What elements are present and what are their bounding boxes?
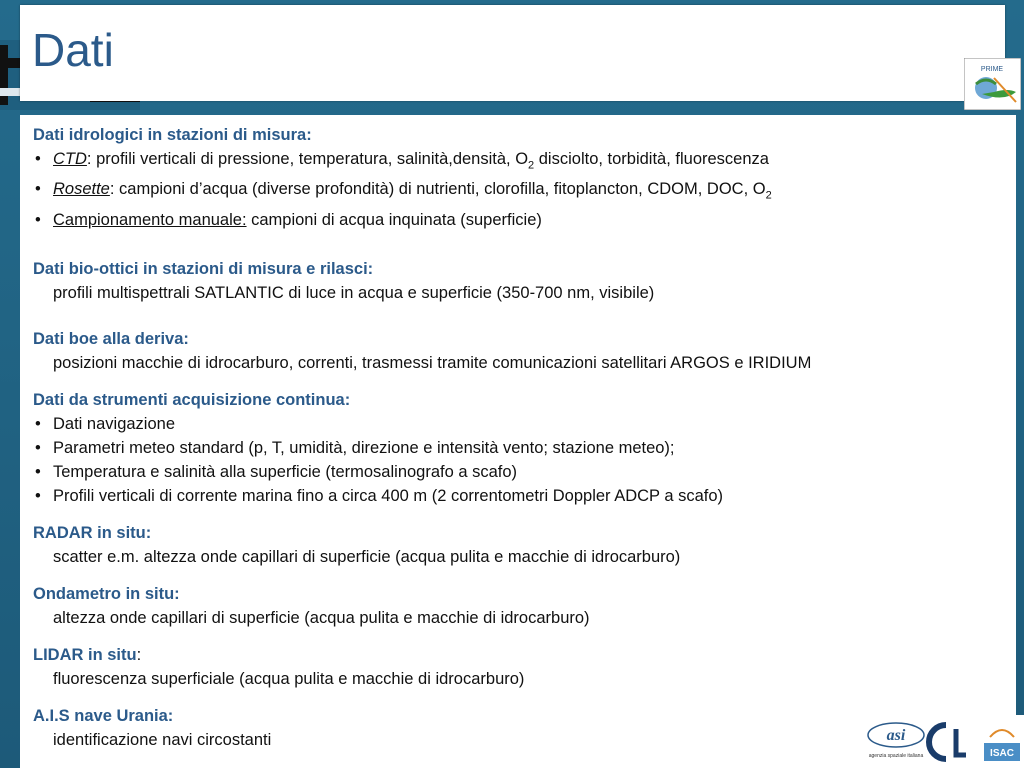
ctd-sub: 2 [528,159,535,172]
heading-ondametro: Ondametro in situ: [33,584,180,603]
list-item-rosette [33,177,1008,207]
svg-text:asi: asi [886,727,906,744]
heading-idrologici: Dati idrologici in stazioni di misura: [33,126,312,144]
section-radar [33,521,1008,569]
svg-text:PRIME: PRIME [980,66,1004,73]
section-boe [33,327,1008,375]
title-box [20,5,1005,101]
heading-radar: RADAR in situ: [33,523,152,542]
ondametro-text: altezza onde capillari di superficie (acqua pulita e macchie di idrocarburo) [53,608,590,627]
section-ondametro [33,582,1008,630]
list-item: • Dati navigazione [33,412,1008,436]
boe-text: posizioni macchie di idrocarburo, correnti, trasmessi tramite comunicazioni satellitari ARGOS e IRIDIUM [53,353,812,372]
manuale-text: campioni di acqua inquinata (superficie) [246,210,542,229]
svg-text:ISAC: ISAC [990,748,1014,759]
prime-logo [964,58,1021,110]
section-lidar [33,643,1008,691]
ctd-label: CTD [53,150,87,168]
lidar-text: fluorescenza superficiale (acqua pulita e macchie di idrocarburo) [53,669,525,688]
list-item-manuale [33,208,1008,232]
rosette-text: : campioni d’acqua (diverse profondità) di nutrienti, clorofilla, fitoplancton, CDOM, DOC, O [109,180,766,199]
rosette-label: Rosette [53,180,110,199]
rosette-sub: 2 [765,189,772,202]
list-item-ctd [33,147,1008,177]
heading-continua: Dati da strumenti acquisizione continua: [33,390,351,409]
lidar-heading-text: LIDAR in situ [33,645,137,664]
content-panel [20,115,1016,768]
section-biottici [33,257,1008,305]
list-item: • Parametri meteo standard (p, T, umidità, direzione e intensità vento; stazione meteo); [33,436,1008,460]
heading-biottici: Dati bio-ottici in stazioni di misura e rilasci: [33,259,374,278]
ais-text: identificazione navi circostanti [53,730,272,749]
heading-lidar [33,643,1008,667]
manuale-label: Campionamento manuale: [53,210,247,229]
partner-logos [864,715,1024,768]
slide-title: Dati [32,24,114,76]
radar-text: scatter e.m. altezza onde capillari di superficie (acqua pulita e macchie di idrocarburo) [53,547,681,566]
section-idrologici [33,123,1008,232]
section-ais [33,704,1008,752]
list-item: • Profili verticali di corrente marina fino a circa 400 m (2 correntometri Doppler ADCP a scafo) [33,484,1008,508]
heading-boe: Dati boe alla deriva: [33,329,189,348]
biottici-text: profili multispettrali SATLANTIC di luce in acqua e superficie (350-700 nm, visibile) [53,283,655,302]
ctd-text: : profili verticali di pressione, temperatura, salinità,densità, O [86,150,529,168]
lidar-heading-suffix: : [136,645,142,664]
section-continua [33,388,1008,508]
svg-text:agenzia spaziale italiana: agenzia spaziale italiana [868,753,924,759]
ctd-text-b: disciolto, torbidità, fluorescenza [534,150,769,168]
heading-ais: A.I.S nave Urania: [33,706,174,725]
list-item: • Temperatura e salinità alla superficie (termosalinografo a scafo) [33,460,1008,484]
